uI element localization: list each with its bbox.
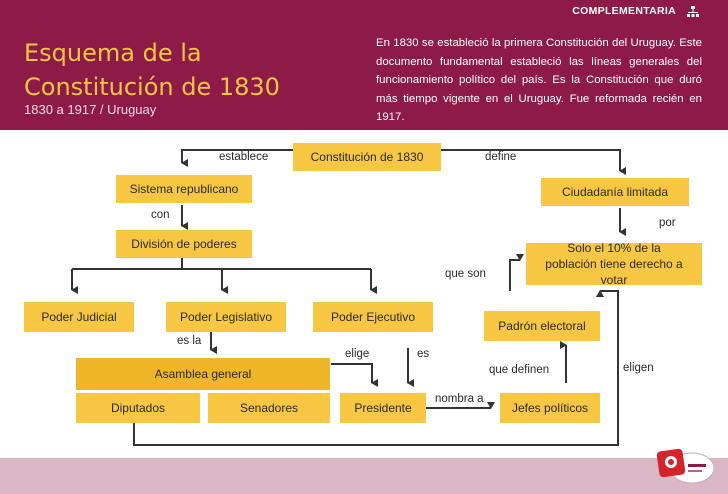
node-asamblea-general: Asamblea general [76, 358, 330, 390]
title-line-2: Constitución de 1830 [24, 73, 280, 101]
label-con: con [148, 209, 173, 221]
node-ciudadania-limitada: Ciudadanía limitada [541, 178, 689, 206]
label-elige: elige [342, 348, 372, 360]
label-es: es [414, 348, 432, 360]
title-line-1: Esquema de la [24, 39, 202, 67]
intro-text: En 1830 se estableció la primera Constitución del Uruguay. Este documento fundamental estableció las líneas generales del funcionamiento político del país. Es la Constitución que duró más tiempo vigente en el Uruguay. Fue reformada recién en 1917. [376, 37, 702, 123]
node-division-poderes: División de poderes [116, 230, 252, 258]
node-poder-judicial: Poder Judicial [24, 302, 134, 332]
label-define: define [482, 151, 519, 163]
node-presidente: Presidente [340, 393, 426, 423]
section-label: COMPLEMENTARIA [572, 5, 676, 17]
biblioteca-logo-icon [652, 440, 714, 484]
node-constitucion: Constitución de 1830 [293, 143, 441, 171]
node-poder-ejecutivo: Poder Ejecutivo [313, 302, 433, 332]
node-senadores: Senadores [208, 393, 330, 423]
label-establece: establece [216, 151, 271, 163]
node-poder-legislativo: Poder Legislativo [166, 302, 286, 332]
node-diputados: Diputados [76, 393, 200, 423]
footer-band [0, 458, 728, 494]
node-sistema-republicano: Sistema republicano [116, 175, 252, 203]
label-que-son: que son [442, 268, 489, 280]
node-jefes-politicos: Jefes políticos [500, 393, 600, 423]
line-define [441, 150, 620, 171]
page-subtitle: 1830 a 1917 / Uruguay [24, 102, 157, 117]
label-eligen: eligen [620, 362, 657, 374]
label-es-la: es la [174, 335, 204, 347]
node-padron-electoral: Padrón electoral [484, 311, 600, 341]
line-division-split [72, 258, 371, 269]
node-solo-10-por-ciento: Solo el 10% de la población tiene derecho a votar [526, 243, 702, 285]
label-por: por [656, 217, 679, 229]
label-nombra-a: nombra a [432, 393, 487, 405]
label-que-definen: que definen [486, 364, 552, 376]
line-elige [331, 364, 372, 383]
line-que-son [510, 260, 520, 291]
